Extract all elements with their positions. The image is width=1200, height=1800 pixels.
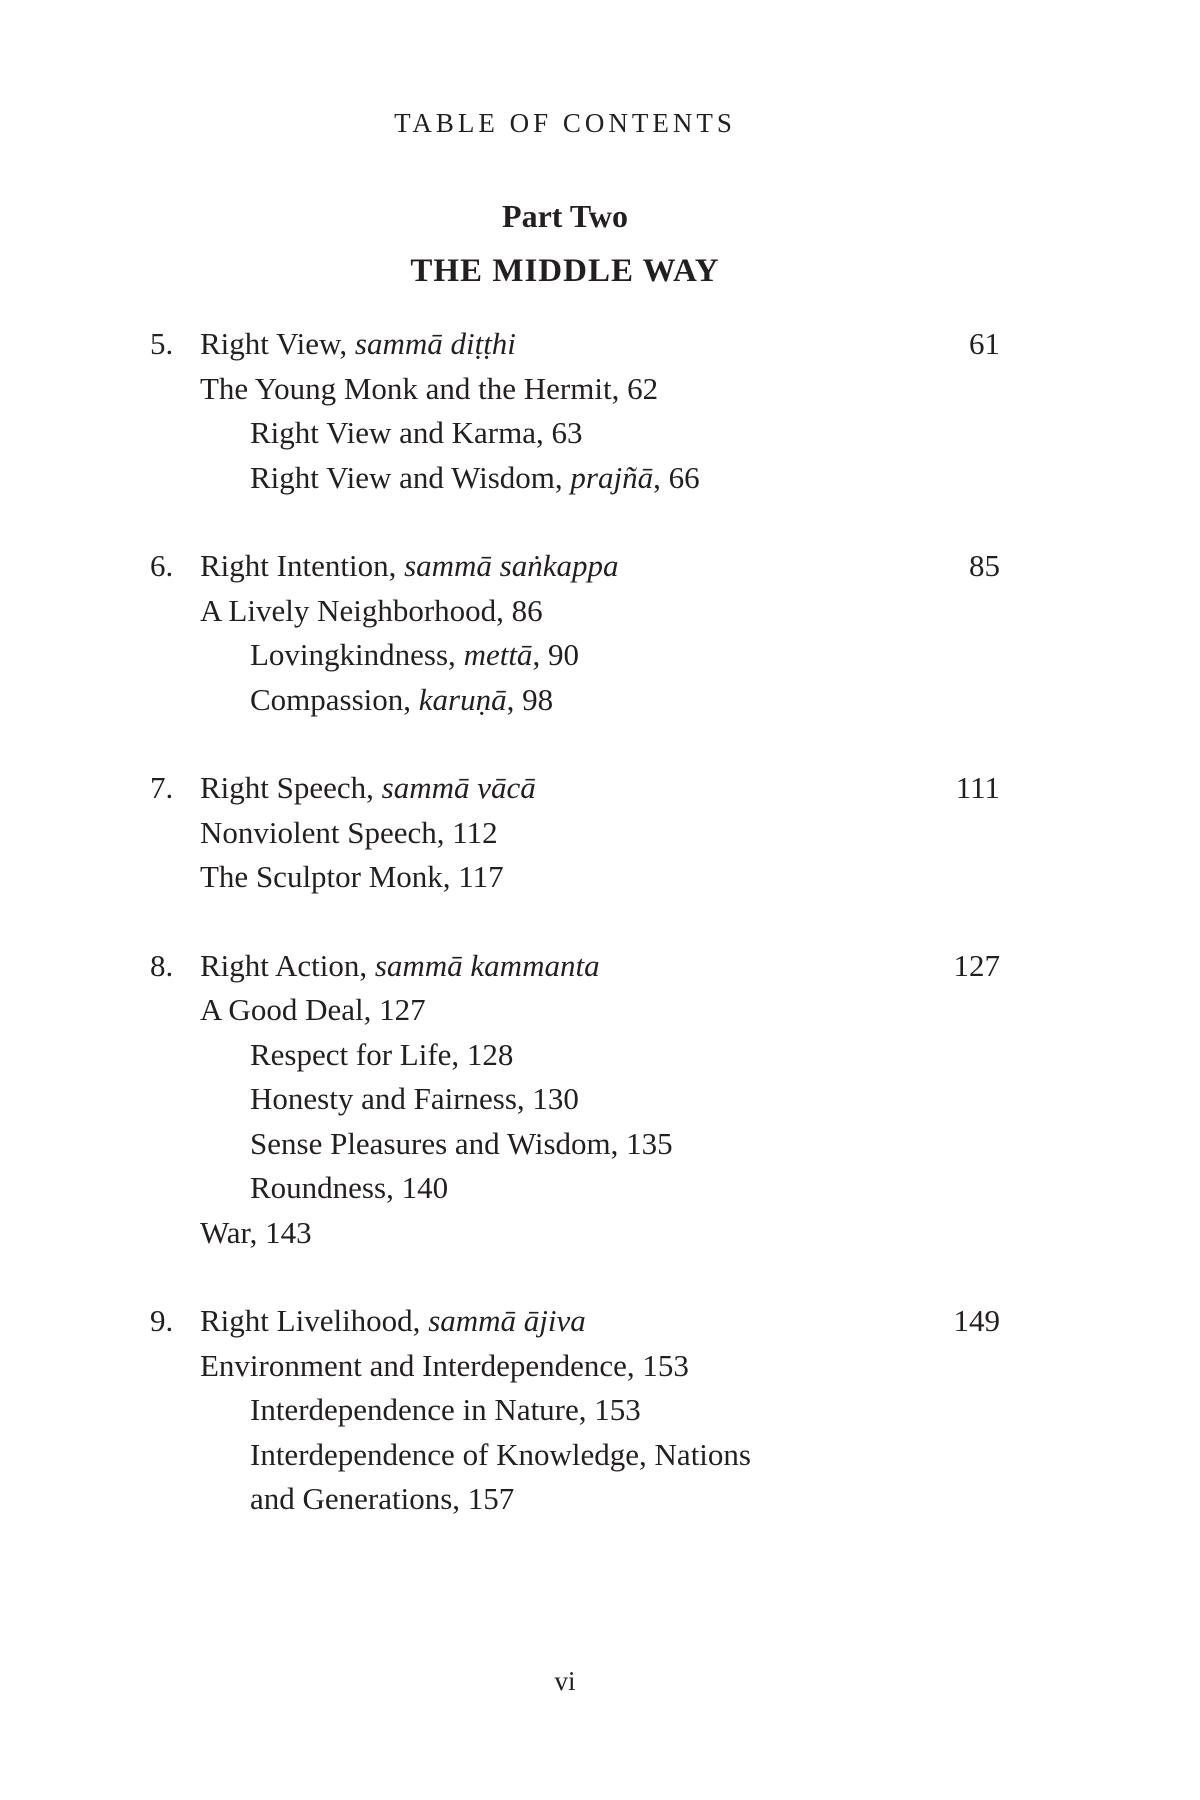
running-head: TABLE OF CONTENTS: [394, 108, 736, 138]
pali-term: sammā saṅkappa: [404, 548, 619, 583]
toc-entry[interactable]: Nonviolent Speech, 112: [200, 814, 498, 850]
toc-entry[interactable]: Lovingkindness, mettā, 90: [250, 637, 579, 672]
toc-entry[interactable]: Environment and Interdependence, 153: [200, 1347, 689, 1383]
chapter-page: 149: [953, 1303, 1000, 1338]
chapter-heading[interactable]: [150, 944, 1000, 989]
toc-entry[interactable]: The Sculptor Monk, 117: [200, 859, 504, 894]
toc-entry[interactable]: The Young Monk and the Hermit, 62: [200, 370, 659, 406]
toc-entry[interactable]: Right View and Karma, 63: [250, 415, 583, 450]
chapter-number: 5.: [150, 326, 174, 361]
pali-term: mettā: [463, 637, 533, 672]
toc-entry[interactable]: A Good Deal, 127: [200, 992, 426, 1027]
toc-entry[interactable]: A Lively Neighborhood, 86: [200, 592, 543, 628]
toc-entry[interactable]: Interdependence in Nature, 153: [250, 1392, 641, 1427]
chapter-page: 85: [969, 548, 1000, 583]
chapter-page: 61: [969, 326, 1000, 361]
chapter-5: [150, 322, 1000, 500]
chapter-title: Right Livelihood, sammā ājiva: [200, 1303, 586, 1338]
chapter-heading[interactable]: [150, 322, 1000, 367]
chapter-title: Right Speech, sammā vācā: [200, 770, 536, 805]
chapter-7: [150, 766, 1000, 900]
pali-term: karuṇā: [418, 681, 507, 717]
chapter-heading[interactable]: [150, 544, 1000, 589]
pali-term: sammā ājiva: [428, 1303, 586, 1338]
chapter-number: 8.: [150, 947, 174, 983]
toc-entry[interactable]: Compassion, karuṇā, 98: [250, 681, 554, 717]
chapter-number: 9.: [150, 1303, 174, 1338]
chapter-number: 7.: [150, 770, 174, 805]
chapter-title: Right Intention, sammā saṅkappa: [200, 548, 619, 583]
toc-entry[interactable]: and Generations, 157: [250, 1481, 515, 1516]
toc-entry[interactable]: Sense Pleasures and Wisdom, 135: [250, 1125, 673, 1161]
pali-term: sammā vācā: [381, 770, 536, 805]
chapter-number: 6.: [150, 548, 174, 583]
chapter-8: [150, 944, 1000, 1256]
chapter-title: Right Action, sammā kammanta: [200, 947, 600, 983]
table-of-contents: [150, 322, 1000, 1566]
chapter-9: [150, 1299, 1000, 1522]
part-title: THE MIDDLE WAY: [410, 253, 720, 289]
chapter-6: [150, 544, 1000, 722]
chapter-page: 111: [955, 770, 1000, 805]
page-folio: vi: [554, 1666, 576, 1696]
toc-entry[interactable]: War, 143: [200, 1214, 312, 1250]
chapter-title: Right View, sammā diṭṭhi: [200, 326, 516, 361]
toc-entry[interactable]: Interdependence of Knowledge, Nations: [250, 1436, 751, 1472]
pali-term: sammā diṭṭhi: [354, 326, 516, 361]
toc-entry[interactable]: Respect for Life, 128: [250, 1036, 514, 1072]
toc-entry[interactable]: Right View and Wisdom, prajñā, 66: [250, 459, 700, 495]
toc-entry[interactable]: Honesty and Fairness, 130: [250, 1081, 579, 1116]
chapter-heading[interactable]: [150, 1299, 1000, 1344]
toc-entry[interactable]: Roundness, 140: [250, 1170, 449, 1205]
pali-term: sammā kammanta: [374, 947, 600, 983]
part-label: Part Two: [502, 198, 628, 234]
pali-term: prajñā: [570, 459, 654, 495]
chapter-heading[interactable]: [150, 766, 1000, 811]
chapter-page: 127: [953, 947, 1000, 983]
